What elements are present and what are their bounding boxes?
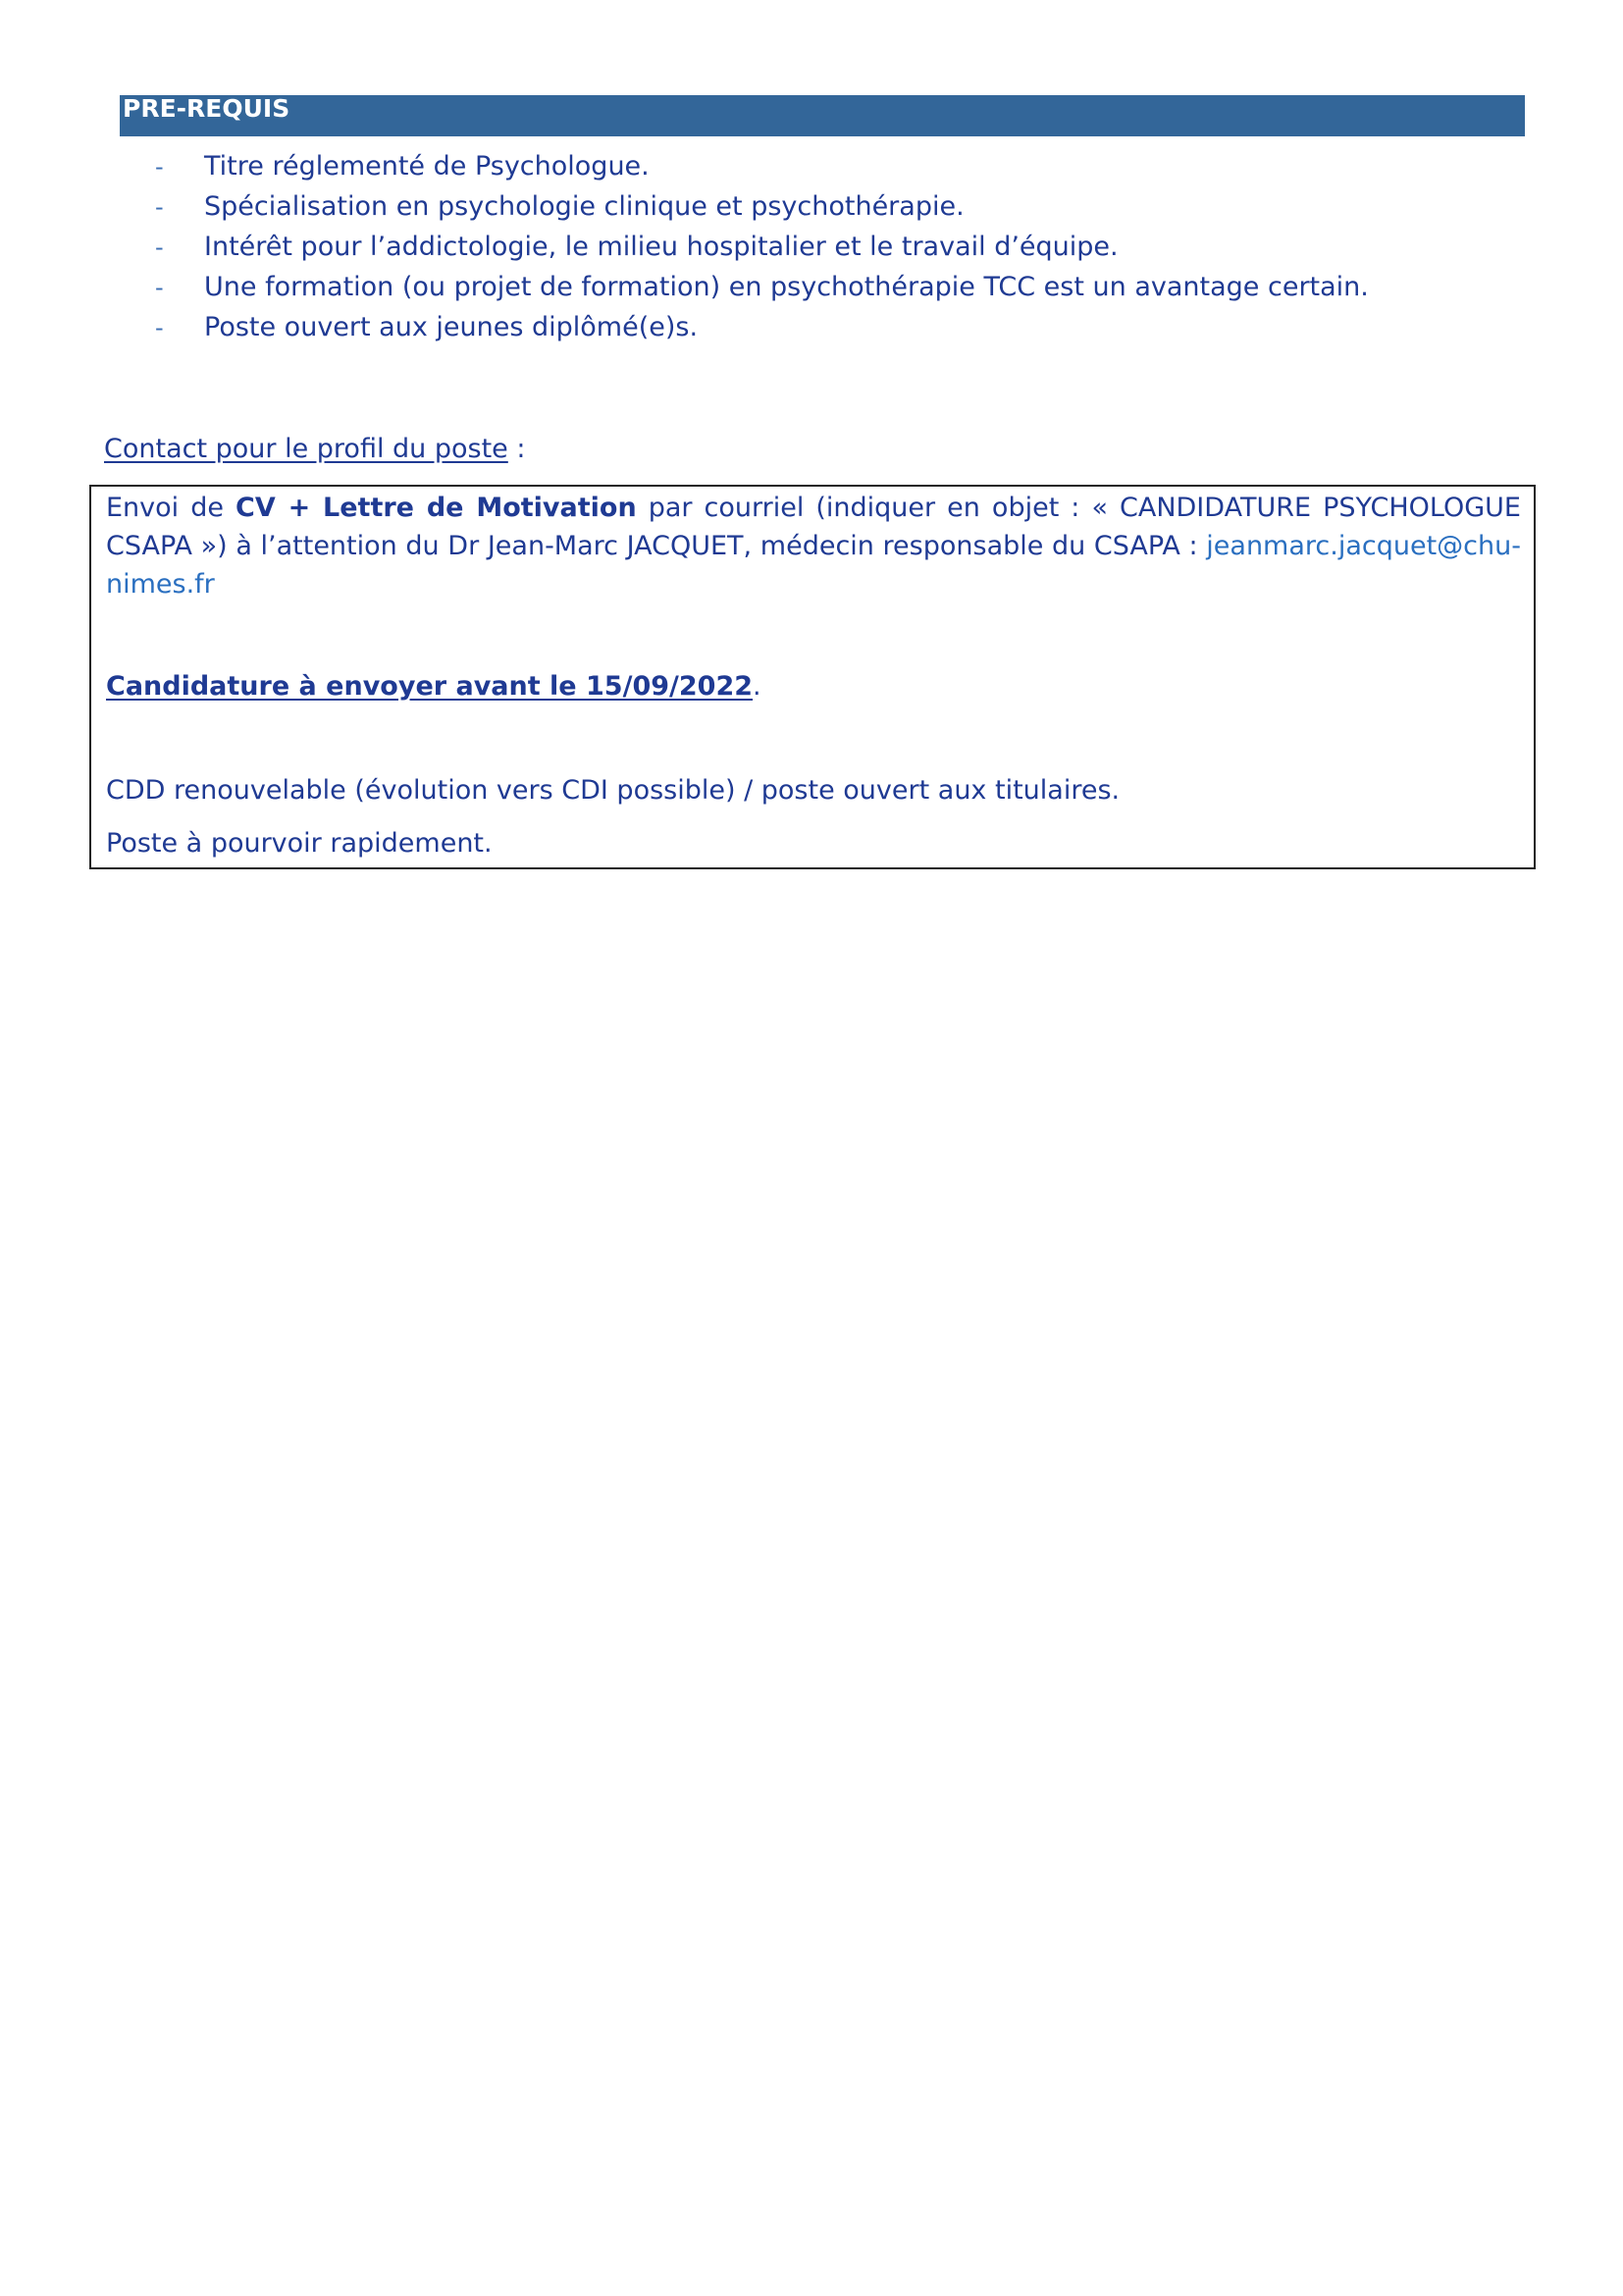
prerequis-heading: PRE-REQUIS [120, 95, 1525, 136]
bullet-dash: - [155, 234, 164, 261]
list-item-text: Poste ouvert aux jeunes diplômé(e)s. [204, 312, 699, 342]
deadline-period: . [753, 671, 761, 702]
application-info-box [89, 485, 1536, 869]
contact-label-colon: : [507, 434, 526, 464]
bullet-dash: - [155, 193, 164, 221]
bullet-dash: - [155, 314, 164, 341]
bullet-dash: - [155, 274, 164, 301]
deadline-text: Candidature à envoyer avant le 15/09/2022 [106, 671, 754, 702]
list-item-text: Spécialisation en psychologie clinique et psychothérapie. [204, 191, 965, 222]
contact-email-link[interactable]: jeanmarc.jacquet@chu-nimes.fr [106, 531, 1521, 600]
intro-rest: par courriel (indiquer en objet : « CANDIDATURE PSYCHOLOGUE CSAPA ») à l’attention du Dr Jean-Marc JACQUET, médecin responsable du CSAPA : [106, 493, 1521, 561]
application-instructions [106, 489, 1521, 603]
intro-bold: CV + Lettre de Motivation [236, 493, 637, 523]
bullet-dash: - [155, 153, 164, 181]
contract-type: CDD renouvelable (évolution vers CDI possible) / poste ouvert aux titulaires. [106, 775, 1121, 806]
list-item-text: Intérêt pour l’addictologie, le milieu hospitalier et le travail d’équipe. [204, 232, 1119, 262]
intro-prefix: Envoi de [106, 493, 236, 523]
list-item-text: Titre réglementé de Psychologue. [204, 151, 650, 182]
list-item-text: Une formation (ou projet de formation) en psychothérapie TCC est un avantage certain. [204, 272, 1369, 302]
deadline-line [106, 667, 1521, 705]
contact-label [104, 432, 525, 467]
contact-label-text: Contact pour le profil du poste [104, 434, 508, 464]
availability-note: Poste à pourvoir rapidement. [106, 828, 493, 859]
